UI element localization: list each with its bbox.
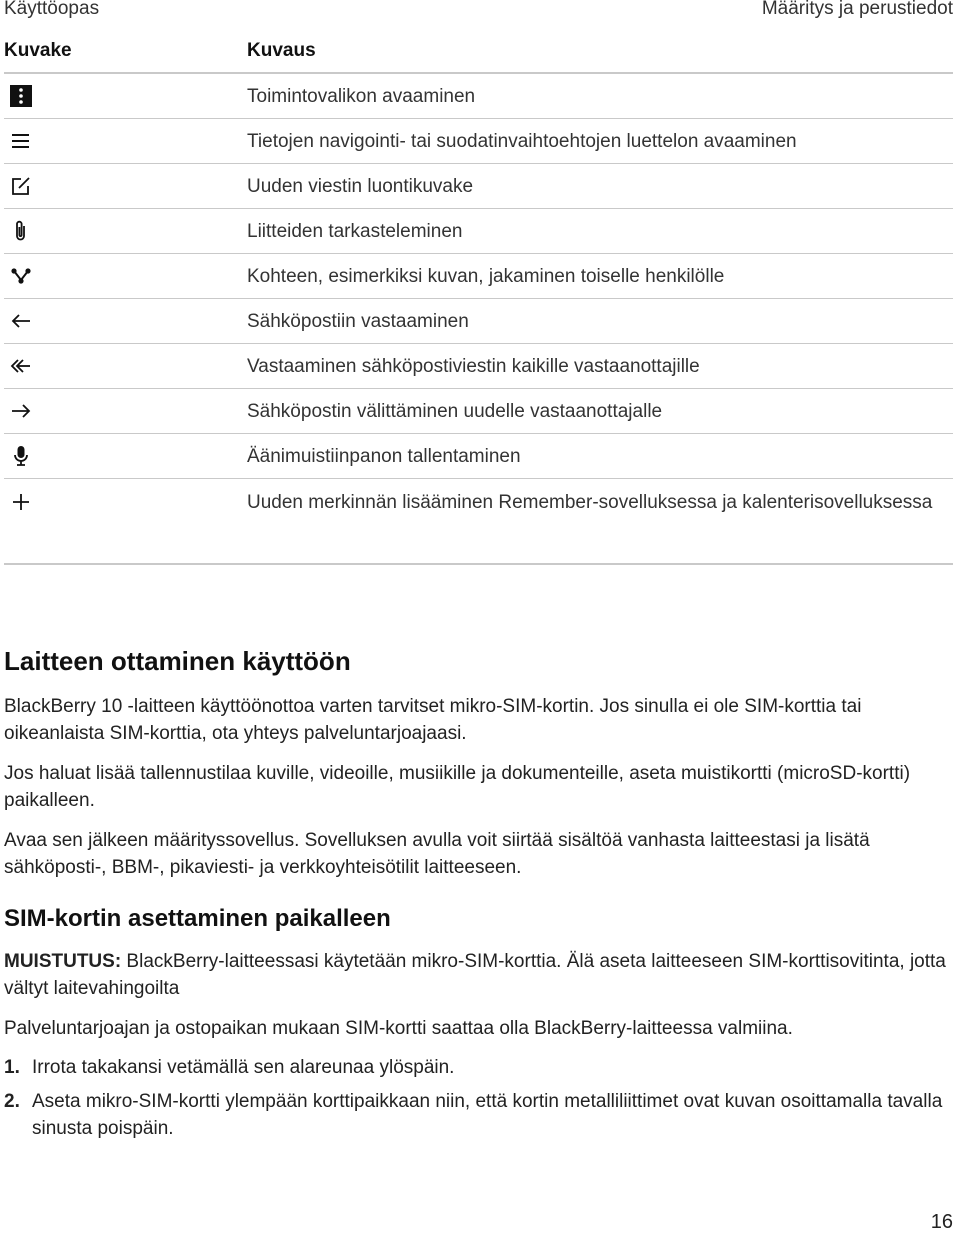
header-doc-title: Käyttöopas	[4, 0, 100, 19]
table-row	[4, 209, 953, 254]
table-row	[4, 479, 953, 565]
table-cell-description: Sähköpostiin vastaaminen	[247, 299, 953, 344]
table-row	[4, 119, 953, 164]
table-cell-description: Uuden merkinnän lisääminen Remember-sovelluksessa ja kalenterisovelluksessa	[247, 479, 953, 565]
note-text: BlackBerry-laitteessasi käytetään mikro-SIM-korttia. Älä aseta laitteeseen SIM-korttisovitinta, jotta vältyt laitevahingoilta	[4, 951, 946, 999]
list-menu-icon	[10, 131, 32, 151]
paragraph: Avaa sen jälkeen määrityssovellus. Sovelluksen avulla voit siirtää sisältöä vanhasta laitteestasi ja lisätä sähköposti-, BBM-, pikaviesti- ja verkkoyhteisötilit laitteeseen.	[4, 830, 870, 878]
table-header-row	[4, 30, 953, 73]
table-cell-description: Uuden viestin luontikuvake	[247, 164, 953, 209]
share-icon	[10, 265, 32, 287]
step-text: Aseta mikro-SIM-kortti ylempään korttipaikkaan niin, että kortin metalliliittimet ovat kuvan osoittamalla tavalla sinusta poispäin.	[32, 1091, 943, 1139]
step-number: 1.	[4, 1057, 20, 1078]
paragraph: Palveluntarjoajan ja ostopaikan mukaan SIM-kortti saattaa olla BlackBerry-laitteessa valmiina.	[4, 1018, 793, 1039]
forward-icon	[10, 400, 32, 422]
step-text: Irrota takakansi vetämällä sen alareunaa ylöspäin.	[32, 1057, 455, 1078]
table-cell-description: Toimintovalikon avaaminen	[247, 73, 953, 119]
list-item	[4, 1054, 954, 1081]
table-cell-description: Äänimuistiinpanon tallentaminen	[247, 434, 953, 479]
more-vertical-icon	[10, 85, 32, 107]
column-header-description: Kuvaus	[247, 30, 953, 73]
running-header	[0, 0, 960, 22]
icon-table	[4, 30, 953, 565]
section-heading-device-setup: Laitteen ottaminen käyttöön	[4, 646, 351, 676]
plus-icon	[10, 491, 32, 513]
compose-icon	[10, 175, 32, 197]
header-section-title: Määritys ja perustiedot	[761, 0, 953, 19]
section-heading-sim-card: SIM-kortin asettaminen paikalleen	[4, 905, 391, 932]
list-item	[4, 1088, 954, 1142]
table-cell-description: Tietojen navigointi- tai suodatinvaihtoehtojen luettelon avaaminen	[247, 119, 953, 164]
reply-all-icon	[10, 355, 32, 377]
paperclip-icon	[10, 219, 32, 243]
table-row	[4, 434, 953, 479]
table-row	[4, 254, 953, 299]
note-paragraph	[4, 948, 954, 1002]
table-row	[4, 299, 953, 344]
column-header-icon: Kuvake	[4, 30, 247, 73]
table-row	[4, 73, 953, 119]
page-number: 16	[930, 1211, 953, 1233]
step-number: 2.	[4, 1091, 20, 1112]
paragraph: Jos haluat lisää tallennustilaa kuville, videoille, musiikille ja dokumenteille, aseta muistikortti (microSD-kortti) paikalleen.	[4, 763, 911, 811]
microphone-icon	[10, 444, 32, 468]
table-cell-description: Sähköpostin välittäminen uudelle vastaanottajalle	[247, 389, 953, 434]
note-label: MUISTUTUS:	[4, 951, 122, 972]
table-cell-description: Liitteiden tarkasteleminen	[247, 209, 953, 254]
table-row	[4, 164, 953, 209]
table-cell-description: Kohteen, esimerkiksi kuvan, jakaminen toiselle henkilölle	[247, 254, 953, 299]
table-cell-description: Vastaaminen sähköpostiviestin kaikille vastaanottajille	[247, 344, 953, 389]
table-row	[4, 344, 953, 389]
paragraph: BlackBerry 10 -laitteen käyttöönottoa varten tarvitset mikro-SIM-kortin. Jos sinulla ei ole SIM-korttia tai oikeanlaista SIM-korttia, ota yhteys palveluntarjoajaasi.	[4, 696, 862, 744]
reply-icon	[10, 310, 32, 332]
table-row	[4, 389, 953, 434]
